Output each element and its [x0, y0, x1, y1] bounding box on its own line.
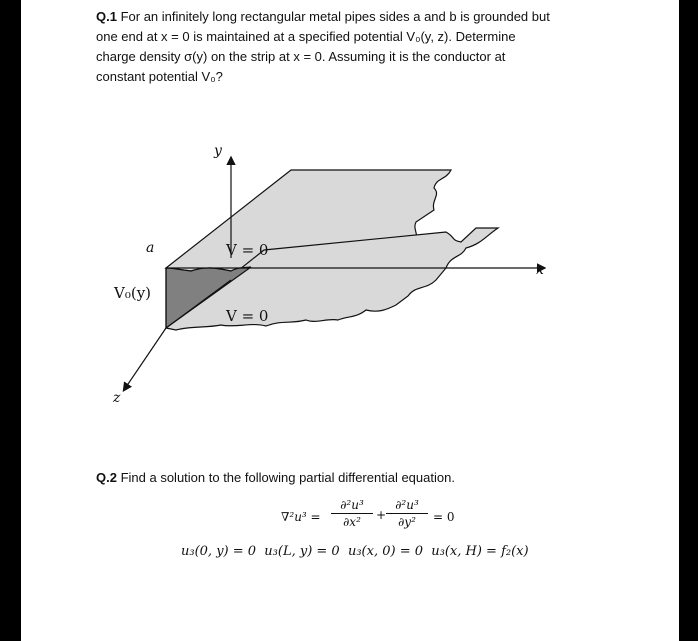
q1-line-1: [96, 7, 596, 27]
fraction-2: [386, 498, 428, 529]
pde-equation: [281, 498, 481, 538]
q1-line-3: charge density σ(y) on the strip at x = 0. Assuming it is the conductor at: [96, 49, 506, 64]
z-axis: [124, 328, 166, 390]
q1-text-1: For an infinitely long rectangular metal pipes sides a and b is grounded but: [116, 9, 550, 24]
fraction-1-denominator: ∂x²: [343, 515, 361, 529]
bottom-plate-potential-label: V = 0: [226, 307, 269, 325]
v0-label: V₀(y): [114, 284, 152, 302]
x-axis-label: x: [536, 262, 544, 278]
fraction-1-numerator: ∂²u³: [331, 498, 373, 514]
boundary-conditions: u₃(0, y) = 0 u₃(L, y) = 0 u₃(x, 0) = 0 u₃(x, H) = f₂(x): [181, 544, 529, 559]
top-plate-potential-label: V = 0: [226, 241, 269, 259]
fraction-2-denominator: ∂y²: [398, 515, 416, 529]
y-axis-label: y: [214, 143, 222, 159]
fraction-2-numerator: ∂²u³: [386, 498, 428, 514]
q1-line-4: constant potential V₀?: [96, 69, 223, 84]
equals-zero: = 0: [433, 510, 455, 524]
question-1: [96, 7, 596, 87]
document-page: [21, 0, 679, 641]
question-2: [96, 470, 616, 485]
q2-text: Find a solution to the following partial differential equation.: [116, 470, 455, 485]
pipe-figure: [116, 140, 546, 430]
fraction-1: [331, 498, 373, 529]
q1-line-2: one end at x = 0 is maintained at a specified potential V₀(y, z). Determine: [96, 29, 516, 44]
q2-number: Q.2: [96, 470, 117, 485]
side-a-label: a: [146, 240, 155, 256]
q1-number: Q.1: [96, 9, 117, 24]
plus-sign: +: [376, 508, 387, 522]
equation-lhs: ∇²u³ =: [281, 510, 321, 524]
z-axis-label: z: [113, 390, 121, 406]
